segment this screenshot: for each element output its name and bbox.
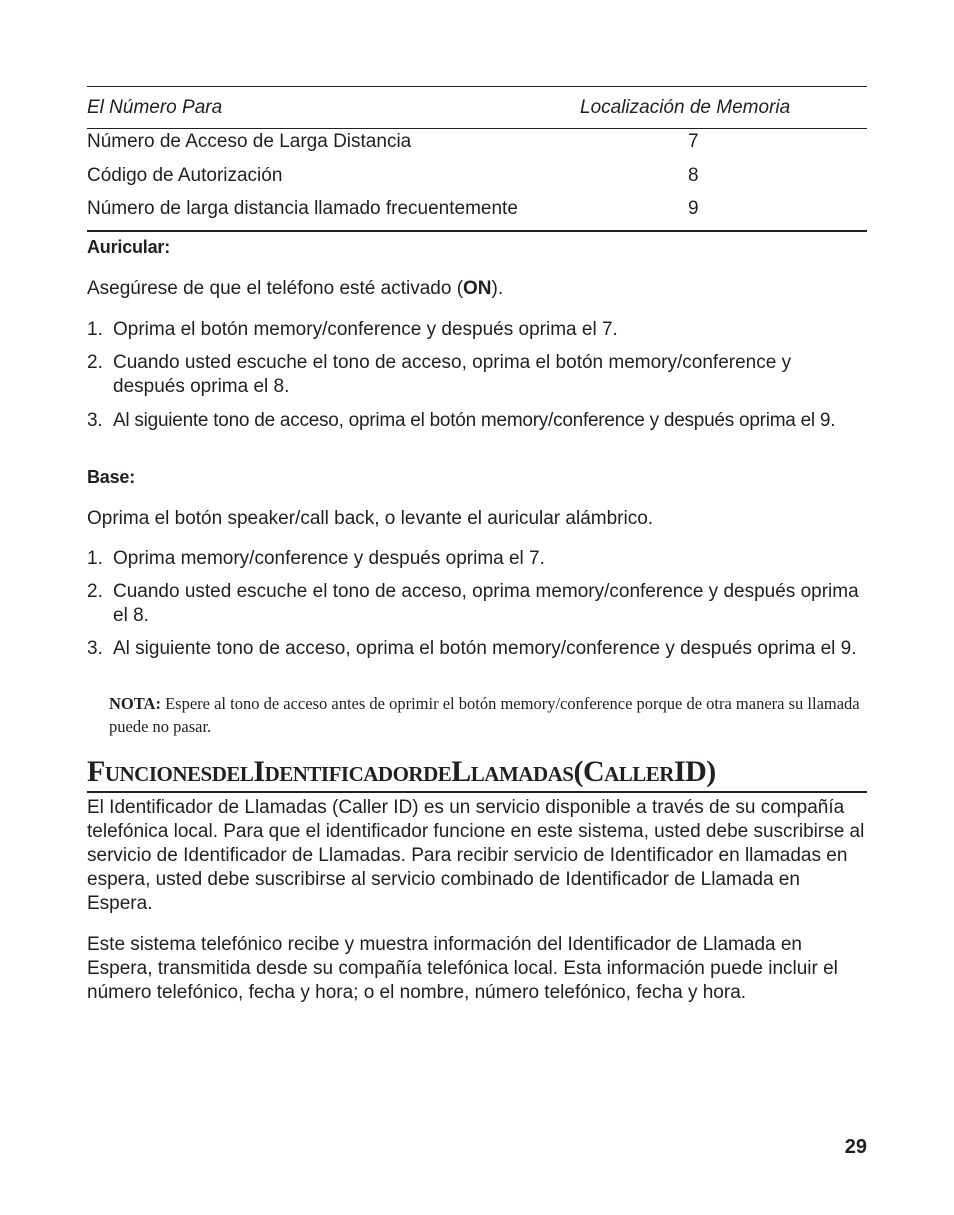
heading-word: (CALLER	[573, 755, 674, 788]
table-cell-description: Número de Acceso de Larga Distancia	[87, 131, 412, 152]
memory-location-table	[87, 86, 867, 232]
base-step	[87, 637, 862, 661]
step-text: Cuando usted escuche el tono de acceso, oprima memory/conference y después oprima el 8.	[113, 581, 859, 626]
handset-step	[87, 318, 862, 342]
step-number: 2.	[87, 581, 103, 602]
table-header	[87, 87, 867, 129]
handset-intro-text: Asegúrese de que el teléfono esté activado (	[87, 278, 464, 299]
handset-label: Auricular:	[87, 237, 171, 257]
table-cell-description: Número de larga distancia llamado frecuentemente	[87, 198, 518, 219]
heading-word: FUNCIONES	[87, 755, 212, 788]
heading-word: DE	[423, 762, 452, 786]
handset-intro	[87, 277, 867, 301]
step-number: 2.	[87, 352, 103, 373]
section-heading	[87, 755, 867, 793]
heading-word: LLAMADAS	[451, 755, 574, 788]
table-cell-location: 8	[688, 164, 699, 186]
step-number: 3.	[87, 410, 103, 431]
handset-intro-end: ).	[491, 278, 504, 299]
step-text: Oprima memory/conference y después oprima el 7.	[113, 548, 545, 569]
heading-word: IDENTIFICADOR	[253, 755, 424, 788]
heading-word: DEL	[211, 762, 254, 786]
step-text: Cuando usted escuche el tono de acceso, oprima el botón memory/conference y después oprima el 8.	[113, 352, 792, 397]
base-step	[87, 580, 862, 628]
table-row	[87, 129, 867, 163]
step-text: Al siguiente tono de acceso, oprima el botón memory/conference y después oprima el 9.	[113, 410, 836, 431]
handset-step	[87, 409, 862, 433]
table-header-number: El Número Para	[87, 97, 223, 118]
base-intro: Oprima el botón speaker/call back, o levante el auricular alámbrico.	[87, 508, 654, 529]
step-text: Al siguiente tono de acceso, oprima el botón memory/conference y después oprima el 9.	[113, 638, 857, 659]
manual-page	[87, 0, 867, 1215]
table-header-memory-location: Localización de Memoria	[580, 97, 791, 118]
step-number: 3.	[87, 638, 103, 659]
table-row	[87, 163, 867, 197]
handset-step	[87, 351, 862, 399]
caller-id-paragraph: El Identificador de Llamadas (Caller ID) es un servicio disponible a través de su compañía telefónica local. Para que el identificador funcione en este sistema, usted debe suscribirse al servicio de Identificador de Llamadas. Para recibir servicio de Identificador en llamadas en espera, usted debe suscribirse al servicio combinado de Identificador de Llamada en Espera.	[87, 797, 865, 914]
page-number: 29	[844, 1136, 867, 1158]
base-step	[87, 547, 862, 571]
on-keyword: ON	[463, 278, 492, 299]
table-cell-description: Código de Autorización	[87, 164, 283, 186]
step-text: Oprima el botón memory/conference y después oprima el 7.	[113, 319, 618, 340]
step-number: 1.	[87, 548, 103, 569]
heading-word: ID)	[673, 755, 716, 788]
table-cell-location: 9	[688, 198, 699, 219]
note-text: Espere al tono de acceso antes de oprimir el botón memory/conference porque de otra manera su llamada puede no pasar.	[109, 694, 860, 736]
note-label: NOTA:	[109, 694, 161, 713]
table-row	[87, 196, 867, 230]
table-cell-location: 7	[688, 131, 699, 152]
step-number: 1.	[87, 319, 103, 340]
caller-id-paragraph: Este sistema telefónico recibe y muestra información del Identificador de Llamada en Espera, transmitida desde su compañía telefónica local. Esta información puede incluir el número telefónico, fecha y hora; o el nombre, número telefónico, fecha y hora.	[87, 934, 838, 1003]
base-label: Base:	[87, 467, 136, 487]
note-block	[109, 692, 869, 738]
